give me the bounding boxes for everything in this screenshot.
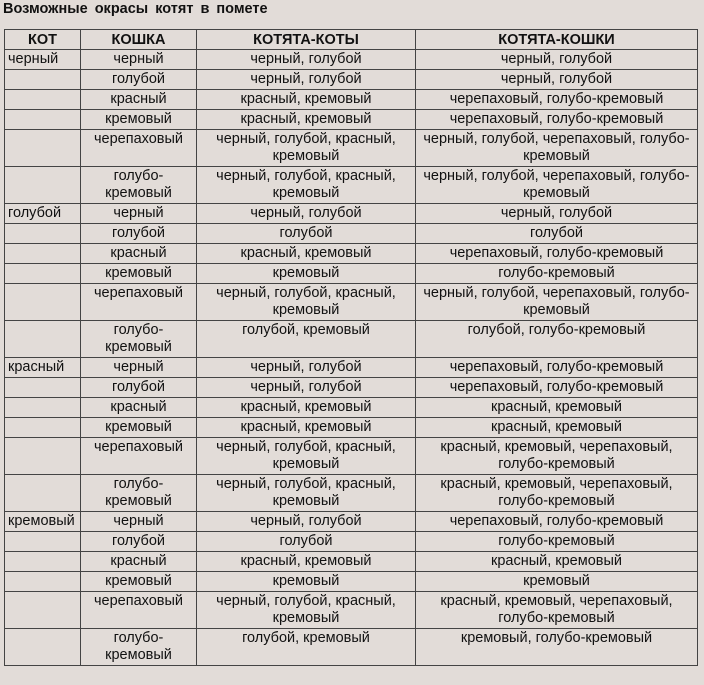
table-row	[5, 629, 698, 666]
table-row	[5, 50, 698, 70]
cell-queen: красный	[81, 244, 197, 264]
cell-female-kittens: красный, кремовый, черепаховый, голубо-кремовый	[416, 592, 698, 629]
table-row	[5, 321, 698, 358]
cell-cat: черный	[5, 50, 81, 70]
cell-cat	[5, 398, 81, 418]
cell-female-kittens: черепаховый, голубо-кремовый	[416, 512, 698, 532]
cell-queen: черный	[81, 204, 197, 224]
cell-queen: черепаховый	[81, 284, 197, 321]
cell-cat	[5, 532, 81, 552]
cell-male-kittens: черный, голубой	[197, 50, 416, 70]
cell-female-kittens: красный, кремовый	[416, 552, 698, 572]
table-row	[5, 204, 698, 224]
cell-cat	[5, 572, 81, 592]
cell-female-kittens: черный, голубой, черепаховый, голубо-кремовый	[416, 130, 698, 167]
cell-queen: черный	[81, 50, 197, 70]
cell-male-kittens: черный, голубой, красный, кремовый	[197, 130, 416, 167]
cell-cat	[5, 418, 81, 438]
cell-queen: черный	[81, 512, 197, 532]
cell-male-kittens: красный, кремовый	[197, 90, 416, 110]
cell-cat	[5, 592, 81, 629]
cell-female-kittens: голубой, голубо-кремовый	[416, 321, 698, 358]
cell-male-kittens: черный, голубой, красный, кремовый	[197, 475, 416, 512]
cell-male-kittens: черный, голубой, красный, кремовый	[197, 284, 416, 321]
table-row	[5, 552, 698, 572]
cell-male-kittens: черный, голубой, красный, кремовый	[197, 438, 416, 475]
table-row	[5, 90, 698, 110]
cell-queen: кремовый	[81, 418, 197, 438]
table-row	[5, 398, 698, 418]
cell-female-kittens: голубо-кремовый	[416, 264, 698, 284]
cell-queen: голубо-кремовый	[81, 629, 197, 666]
cell-male-kittens: голубой	[197, 224, 416, 244]
cell-female-kittens: красный, кремовый, черепаховый, голубо-кремовый	[416, 438, 698, 475]
cell-queen: кремовый	[81, 110, 197, 130]
cell-queen: кремовый	[81, 264, 197, 284]
table-row	[5, 110, 698, 130]
cell-queen: голубо-кремовый	[81, 475, 197, 512]
table-row	[5, 378, 698, 398]
table-row	[5, 130, 698, 167]
table-row	[5, 70, 698, 90]
cell-queen: голубой	[81, 378, 197, 398]
cell-female-kittens: голубой	[416, 224, 698, 244]
cell-female-kittens: черный, голубой	[416, 70, 698, 90]
cell-male-kittens: черный, голубой, красный, кремовый	[197, 592, 416, 629]
cell-female-kittens: красный, кремовый, черепаховый, голубо-кремовый	[416, 475, 698, 512]
cell-cat	[5, 378, 81, 398]
cell-cat	[5, 438, 81, 475]
kitten-colors-table	[4, 29, 698, 666]
cell-male-kittens: черный, голубой	[197, 70, 416, 90]
cell-male-kittens: красный, кремовый	[197, 110, 416, 130]
cell-cat	[5, 475, 81, 512]
cell-female-kittens: красный, кремовый	[416, 418, 698, 438]
cell-cat: красный	[5, 358, 81, 378]
cell-female-kittens: черепаховый, голубо-кремовый	[416, 244, 698, 264]
cell-female-kittens: черепаховый, голубо-кремовый	[416, 110, 698, 130]
cell-female-kittens: черепаховый, голубо-кремовый	[416, 90, 698, 110]
cell-female-kittens: черный, голубой, черепаховый, голубо-кремовый	[416, 167, 698, 204]
table-body	[5, 50, 698, 666]
cell-male-kittens: голубой, кремовый	[197, 321, 416, 358]
cell-queen: черепаховый	[81, 592, 197, 629]
header-female-kittens: КОТЯТА-КОШКИ	[416, 30, 698, 50]
cell-queen: голубой	[81, 70, 197, 90]
table-row	[5, 532, 698, 552]
cell-male-kittens: красный, кремовый	[197, 398, 416, 418]
cell-queen: красный	[81, 552, 197, 572]
table-row	[5, 264, 698, 284]
header-queen: КОШКА	[81, 30, 197, 50]
table-row	[5, 418, 698, 438]
cell-female-kittens: кремовый	[416, 572, 698, 592]
table-row	[5, 512, 698, 532]
cell-cat: кремовый	[5, 512, 81, 532]
cell-queen: черный	[81, 358, 197, 378]
cell-cat	[5, 321, 81, 358]
cell-female-kittens: черепаховый, голубо-кремовый	[416, 358, 698, 378]
cell-queen: голубой	[81, 224, 197, 244]
table-row	[5, 244, 698, 264]
cell-male-kittens: красный, кремовый	[197, 418, 416, 438]
cell-male-kittens: черный, голубой, красный, кремовый	[197, 167, 416, 204]
table-row	[5, 224, 698, 244]
cell-cat	[5, 552, 81, 572]
cell-cat	[5, 264, 81, 284]
table-row	[5, 358, 698, 378]
cell-cat: голубой	[5, 204, 81, 224]
cell-female-kittens: кремовый, голубо-кремовый	[416, 629, 698, 666]
cell-female-kittens: красный, кремовый	[416, 398, 698, 418]
table-row	[5, 592, 698, 629]
table-row	[5, 475, 698, 512]
cell-male-kittens: красный, кремовый	[197, 552, 416, 572]
header-cat: КОТ	[5, 30, 81, 50]
cell-cat	[5, 629, 81, 666]
cell-cat	[5, 167, 81, 204]
table-header-row	[5, 30, 698, 50]
cell-male-kittens: черный, голубой	[197, 378, 416, 398]
cell-cat	[5, 130, 81, 167]
cell-cat	[5, 90, 81, 110]
cell-male-kittens: кремовый	[197, 572, 416, 592]
cell-queen: голубой	[81, 532, 197, 552]
cell-female-kittens: голубо-кремовый	[416, 532, 698, 552]
table-row	[5, 572, 698, 592]
cell-male-kittens: голубой	[197, 532, 416, 552]
header-male-kittens: КОТЯТА-КОТЫ	[197, 30, 416, 50]
cell-male-kittens: черный, голубой	[197, 358, 416, 378]
cell-male-kittens: красный, кремовый	[197, 244, 416, 264]
cell-female-kittens: черный, голубой, черепаховый, голубо-кремовый	[416, 284, 698, 321]
cell-male-kittens: черный, голубой	[197, 204, 416, 224]
cell-queen: кремовый	[81, 572, 197, 592]
cell-cat	[5, 70, 81, 90]
cell-queen: черепаховый	[81, 130, 197, 167]
cell-male-kittens: голубой, кремовый	[197, 629, 416, 666]
cell-queen: красный	[81, 398, 197, 418]
page-title: Возможные окрасы котят в помете	[3, 1, 268, 17]
cell-cat	[5, 244, 81, 264]
cell-queen: черепаховый	[81, 438, 197, 475]
table-row	[5, 438, 698, 475]
cell-male-kittens: черный, голубой	[197, 512, 416, 532]
table-row	[5, 167, 698, 204]
cell-cat	[5, 224, 81, 244]
cell-cat	[5, 110, 81, 130]
cell-female-kittens: черепаховый, голубо-кремовый	[416, 378, 698, 398]
cell-queen: голубо-кремовый	[81, 321, 197, 358]
cell-cat	[5, 284, 81, 321]
table-row	[5, 284, 698, 321]
cell-male-kittens: кремовый	[197, 264, 416, 284]
cell-female-kittens: черный, голубой	[416, 204, 698, 224]
cell-female-kittens: черный, голубой	[416, 50, 698, 70]
cell-queen: красный	[81, 90, 197, 110]
cell-queen: голубо-кремовый	[81, 167, 197, 204]
